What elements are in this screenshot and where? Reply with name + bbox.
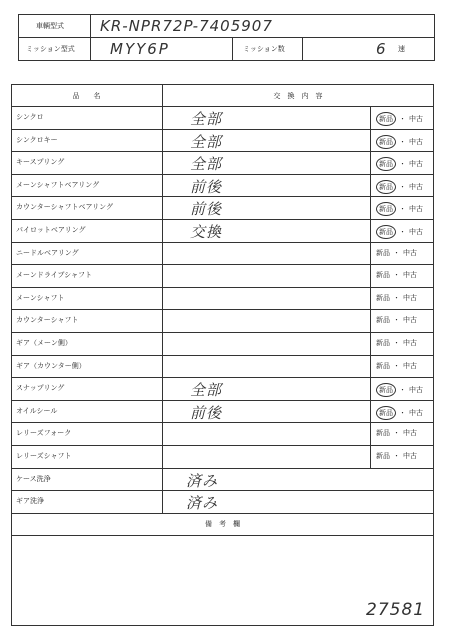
part-name: シンクロキー [16, 135, 58, 144]
status-new-circled: 新品 [376, 112, 396, 126]
mission-count-label: ミッション数 [243, 45, 285, 53]
status-separator: ・ [393, 429, 400, 438]
wash-col-divider [162, 468, 163, 513]
replace-note: 全部 [190, 132, 223, 151]
status-new-used [376, 293, 417, 303]
header-col-divider-2 [232, 37, 233, 61]
status-new: 新品 [376, 293, 390, 302]
status-used: 中古 [409, 386, 423, 395]
status-separator: ・ [393, 271, 400, 280]
status-separator: ・ [399, 160, 406, 169]
status-new: 新品 [376, 271, 390, 280]
status-separator: ・ [399, 386, 406, 395]
col-item-header: 品 名 [72, 92, 101, 100]
row-divider [11, 196, 434, 197]
status-new-used [376, 428, 417, 438]
row-divider [11, 174, 434, 175]
status-new-used [376, 338, 417, 348]
status-new: 新品 [376, 452, 390, 460]
part-name: シンクロ [16, 113, 44, 121]
wash-row-divider [11, 513, 434, 514]
row-divider [11, 219, 434, 220]
status-separator: ・ [393, 248, 400, 257]
status-separator: ・ [399, 228, 406, 236]
status-used: 中古 [409, 115, 423, 123]
part-name: レリーズフォーク [16, 429, 72, 438]
status-new: 新品 [376, 339, 390, 347]
part-name: カウンターシャフトベアリング [16, 203, 114, 212]
part-name: メーンドライブシャフト [16, 271, 93, 280]
status-new-used [376, 202, 423, 216]
status-separator: ・ [399, 205, 406, 214]
part-name: カウンターシャフト [16, 316, 79, 325]
status-used: 中古 [403, 248, 417, 257]
status-new: 新品 [376, 429, 390, 438]
replace-note: 全部 [190, 381, 223, 400]
row-divider [11, 468, 434, 469]
status-used: 中古 [403, 339, 417, 347]
replace-note: 全部 [190, 155, 223, 174]
row-divider [11, 445, 434, 446]
row-divider [11, 355, 434, 356]
row-divider [11, 377, 434, 378]
status-new: 新品 [376, 361, 390, 370]
part-name: レリーズシャフト [16, 452, 72, 460]
status-separator: ・ [393, 452, 400, 460]
part-name: パイロットベアリング [16, 226, 86, 234]
row-divider [11, 422, 434, 423]
replace-note: 前後 [190, 200, 223, 219]
status-used: 中古 [409, 205, 423, 214]
status-new-used [376, 248, 417, 258]
status-new-used [376, 157, 423, 171]
status-new-circled: 新品 [376, 225, 396, 239]
part-name: スナップリング [16, 384, 65, 393]
wash-name: ギア洗浄 [16, 497, 44, 506]
status-separator: ・ [393, 361, 400, 370]
status-used: 中古 [403, 361, 417, 370]
status-used: 中古 [409, 228, 423, 236]
status-new-circled: 新品 [376, 180, 396, 194]
status-new-used [376, 270, 417, 280]
remarks-label: 備 考 欄 [205, 519, 240, 528]
status-separator: ・ [399, 115, 406, 123]
status-new-circled: 新品 [376, 383, 396, 397]
status-separator: ・ [393, 339, 400, 347]
status-new-used [376, 225, 423, 239]
replace-note: 前後 [190, 403, 223, 422]
status-new-circled: 新品 [376, 135, 396, 149]
status-new-used [376, 135, 423, 149]
status-new-used [376, 315, 417, 325]
part-name: オイルシール [16, 406, 58, 415]
row-divider [11, 129, 434, 130]
status-used: 中古 [409, 160, 423, 169]
wash-name: ケース洗浄 [16, 474, 51, 483]
mission-model-label: ミッション型式 [26, 45, 75, 53]
row-divider [11, 287, 434, 288]
part-name: メーンシャフト [16, 293, 65, 302]
row-divider [11, 332, 434, 333]
part-name: ギア（メーン側） [16, 339, 72, 347]
status-used: 中古 [403, 452, 417, 460]
row-divider [11, 264, 434, 265]
part-name: ギア（カウンター側） [16, 361, 86, 370]
status-used: 中古 [403, 316, 417, 325]
header-row-divider [18, 37, 435, 38]
mission-model-value: MYY6P [110, 40, 170, 58]
wash-note: 済み [186, 494, 219, 513]
part-name: ニードルベアリング [16, 248, 79, 257]
status-used: 中古 [403, 429, 417, 438]
col-replace-header: 交 換 内 容 [273, 92, 323, 100]
header-col-divider-3 [302, 37, 303, 61]
header-col-divider [90, 14, 91, 61]
status-separator: ・ [399, 182, 406, 191]
status-separator: ・ [399, 408, 406, 417]
mission-count-value: 6 [376, 40, 386, 58]
speed-unit: 速 [398, 45, 405, 53]
row-divider [11, 242, 434, 243]
vehicle-model-label: 車輌型式 [36, 22, 64, 30]
remarks-divider [11, 535, 434, 536]
status-separator: ・ [399, 137, 406, 146]
part-name: メーンシャフトベアリング [16, 180, 100, 189]
status-used: 中古 [409, 182, 423, 191]
status-used: 中古 [403, 293, 417, 302]
status-used: 中古 [409, 408, 423, 417]
status-new-used [376, 112, 423, 126]
status-new: 新品 [376, 248, 390, 257]
row-divider [11, 309, 434, 310]
status-new-circled: 新品 [376, 202, 396, 216]
wash-row-divider [11, 490, 434, 491]
status-new-circled: 新品 [376, 406, 396, 420]
replace-note: 交換 [190, 223, 223, 241]
status-used: 中古 [403, 271, 417, 280]
status-new-used [376, 383, 423, 397]
vehicle-model-value: KR-NPR72P-7405907 [100, 17, 273, 35]
row-divider [11, 400, 434, 401]
status-new-circled: 新品 [376, 157, 396, 171]
col-divider-item [162, 84, 163, 468]
status-new-used [376, 180, 423, 194]
part-name: キースプリング [16, 158, 65, 167]
row-divider [11, 151, 434, 152]
status-new-used [376, 361, 417, 371]
replace-note: 全部 [190, 110, 223, 128]
status-used: 中古 [409, 137, 423, 146]
status-separator: ・ [393, 316, 400, 325]
status-new: 新品 [376, 316, 390, 325]
status-separator: ・ [393, 293, 400, 302]
replace-note: 前後 [190, 177, 223, 196]
document-number: 27581 [366, 600, 426, 620]
status-new-used [376, 451, 417, 461]
status-new-used [376, 406, 423, 420]
wash-note: 済み [186, 471, 219, 490]
